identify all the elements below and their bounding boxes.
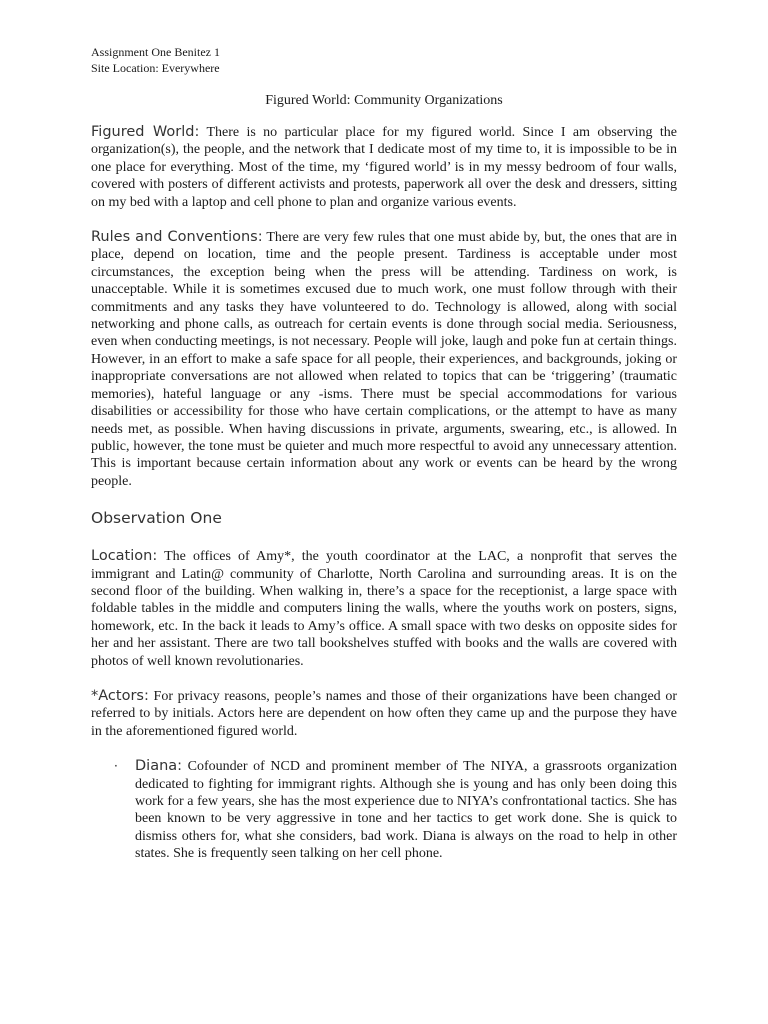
header-assignment-line: Assignment One Benitez 1	[91, 45, 220, 59]
document-title: Figured World: Community Organizations	[265, 93, 503, 108]
actor-list-item	[91, 758, 677, 862]
figured-world-text: There is no particular place for my figured world. Since I am observing the organization(s), the people, and the network that I dedicate most of my time to, it is impossible to be in one place for everything. Most of the time, my ‘figured world’ is in my messy bedroom of four walls, covered with posters of different activists and protests, paperwork all over the desk and dressers, sitting on my bed with a laptop and cell phone to plan and organize various events.	[91, 125, 677, 210]
observation-heading: Observation One	[91, 509, 222, 528]
location-text: The offices of Amy*, the youth coordinator at the LAC, a nonprofit that serves the immigrant and Latin@ community of Charlotte, North Carolina and surrounding areas. It is on the second floor of the building. When walking in, there’s a space for the receptionist, a large space with foldable tables in the middle and computers lining the walls, where the youths work on posters, signs, homework, etc. In the back it leads to Amy’s office. A small space with two desks on opposite sides for her and her assistant. There are two tall bookshelves stuffed with books and the walls are covered with photos of well known revolutionaries.	[91, 549, 677, 669]
rules-conventions-paragraph	[91, 229, 677, 490]
location-paragraph	[91, 548, 677, 670]
rules-conventions-label: Rules and Conventions:	[91, 229, 263, 246]
bullet-icon: ·	[114, 759, 118, 774]
figured-world-paragraph	[91, 124, 677, 211]
actor-description: Cofounder of NCD and prominent member of The NIYA, a grassroots organization dedicated to fighting for immigrant rights. Although she is young and has only been doing this work for a few years, she has the most experience due to NIYA’s confrontational tactics. She has been known to be very aggressive in tone and her tactics to get work done. She is quick to dismiss others for, what she considers, bad work. Diana is always on the road to help in other states. She is frequently seen talking on her cell phone.	[135, 759, 677, 862]
actors-paragraph	[91, 688, 677, 740]
actors-label: *Actors:	[91, 687, 149, 704]
actor-name: Diana:	[135, 758, 183, 775]
actor-list	[91, 758, 677, 862]
rules-conventions-text: There are very few rules that one must abide by, but, the ones that are in place, depend on location, time and the people present. Tardiness is acceptable under most circumstances, the exception being when the press will be attending. Tardiness on work, is unacceptable. While it is sometimes excused due to much work, one must follow through with their commitments and any tasks they have volunteered to do. Technology is allowed, along with social networking and phone calls, as outreach for certain events is done through social media. Seriousness, even when conducting meetings, is not necessary. People will joke, laugh and poke fun at certain things. However, in an effort to make a safe space for all people, their experiences, and backgrounds, joking or inappropriate conversations are not allowed when related to topics that can be ‘triggering’ (traumatic memories), hateful language or any -isms. There must be special accommodations for various disabilities or accessibility for those who have certain complications, or the attempt to have as many needs met, as possible. When having discussions in private, arguments, swearing, etc., is allowed. In public, however, the tone must be quieter and much more respectful to avoid any unnecessary attention. This is important because certain information about any work or events can be heard by the wrong people.	[91, 230, 677, 489]
actors-text: For privacy reasons, people’s names and those of their organizations have been changed or referred to by initials. Actors here are dependent on how often they came up and the purpose they have in the aforementioned figured world.	[91, 688, 677, 739]
document-page	[91, 44, 677, 863]
header-site-location-line: Site Location: Everywhere	[91, 61, 220, 75]
figured-world-label: Figured World:	[91, 124, 200, 140]
running-header	[91, 44, 677, 76]
location-label: Location:	[91, 548, 158, 565]
